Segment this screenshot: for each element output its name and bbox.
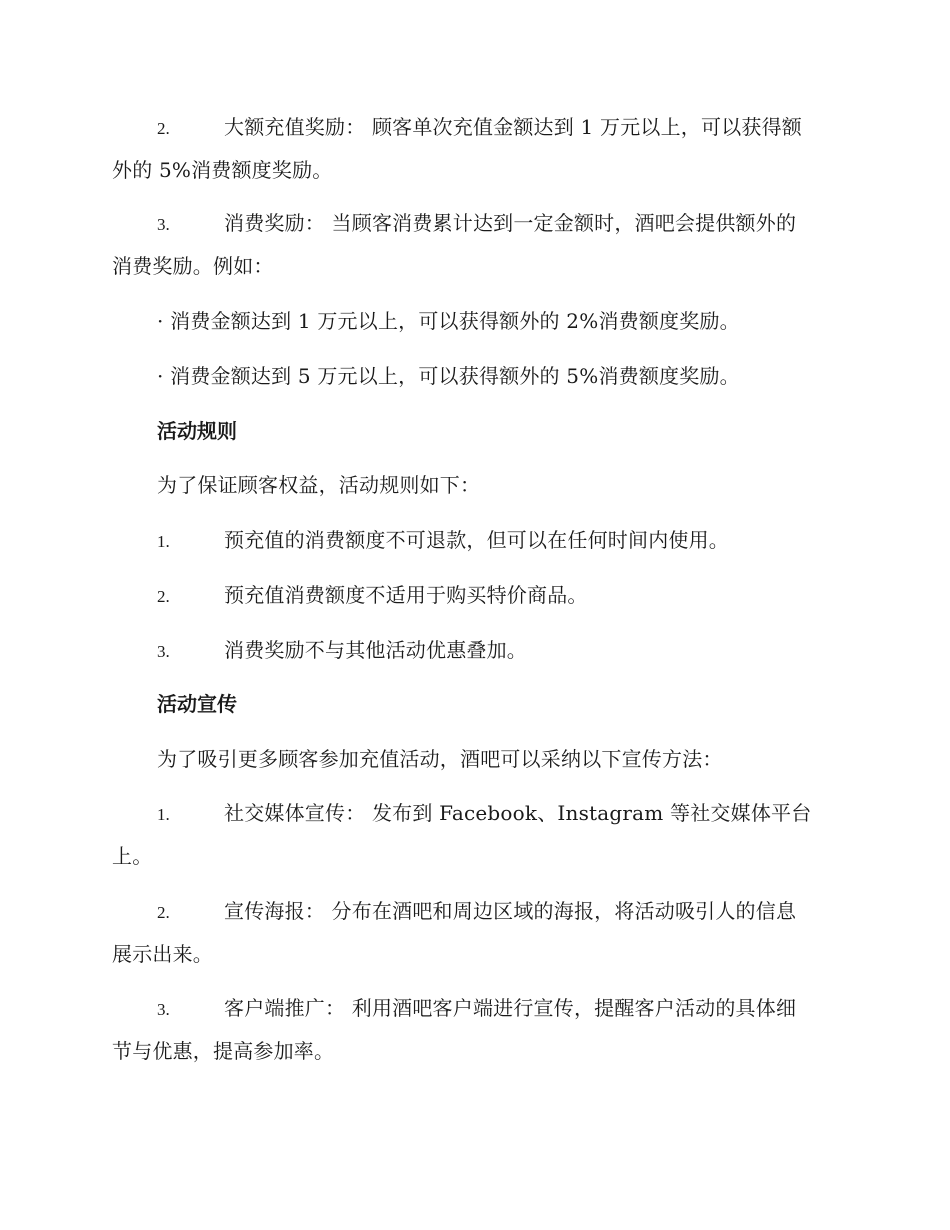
list-item-continuation: 外的 5%消费额度奖励。 [112, 158, 333, 182]
list-item-text: 预充值的消费额度不可退款，但可以在任何时间内使用。 [224, 528, 729, 552]
list-item-text: 大额充值奖励： 顾客单次充值金额达到 1 万元以上，可以获得额 [224, 115, 802, 139]
list-item-text: 宣传海报： 分布在酒吧和周边区域的海报，将活动吸引人的信息 [224, 899, 797, 923]
list-number: 1. [157, 532, 170, 551]
list-number: 3. [157, 642, 170, 661]
list-item-text: 消费奖励： 当顾客消费累计达到一定金额时，酒吧会提供额外的 [224, 211, 797, 235]
list-item-continuation: 展示出来。 [112, 942, 213, 966]
list-item-text: 预充值消费额度不适用于购买特价商品。 [224, 583, 588, 607]
list-number: 2. [157, 587, 170, 606]
bullet-item: · 消费金额达到 1 万元以上，可以获得额外的 2%消费额度奖励。 [157, 309, 740, 333]
list-item-continuation: 消费奖励。例如： [112, 254, 274, 278]
list-item-text: 消费奖励不与其他活动优惠叠加。 [224, 638, 527, 662]
list-item-continuation: 节与优惠，提高参加率。 [112, 1039, 335, 1063]
list-number: 3. [157, 215, 170, 234]
list-item-text: 社交媒体宣传： 发布到 Facebook、Instagram 等社交媒体平台 [224, 801, 812, 825]
list-item-continuation: 上。 [112, 844, 153, 868]
list-number: 2. [157, 903, 170, 922]
list-item-text: 客户端推广： 利用酒吧客户端进行宣传，提醒客户活动的具体细 [224, 996, 797, 1020]
list-number: 1. [157, 805, 170, 824]
section-intro: 为了保证顾客权益，活动规则如下： [157, 473, 481, 497]
section-heading-rules: 活动规则 [157, 419, 237, 443]
list-number: 2. [157, 119, 170, 138]
list-number: 3. [157, 1000, 170, 1019]
section-intro: 为了吸引更多顾客参加充值活动，酒吧可以采纳以下宣传方法： [157, 747, 723, 771]
section-heading-promotion: 活动宣传 [157, 692, 237, 716]
bullet-item: · 消费金额达到 5 万元以上，可以获得额外的 5%消费额度奖励。 [157, 364, 740, 388]
